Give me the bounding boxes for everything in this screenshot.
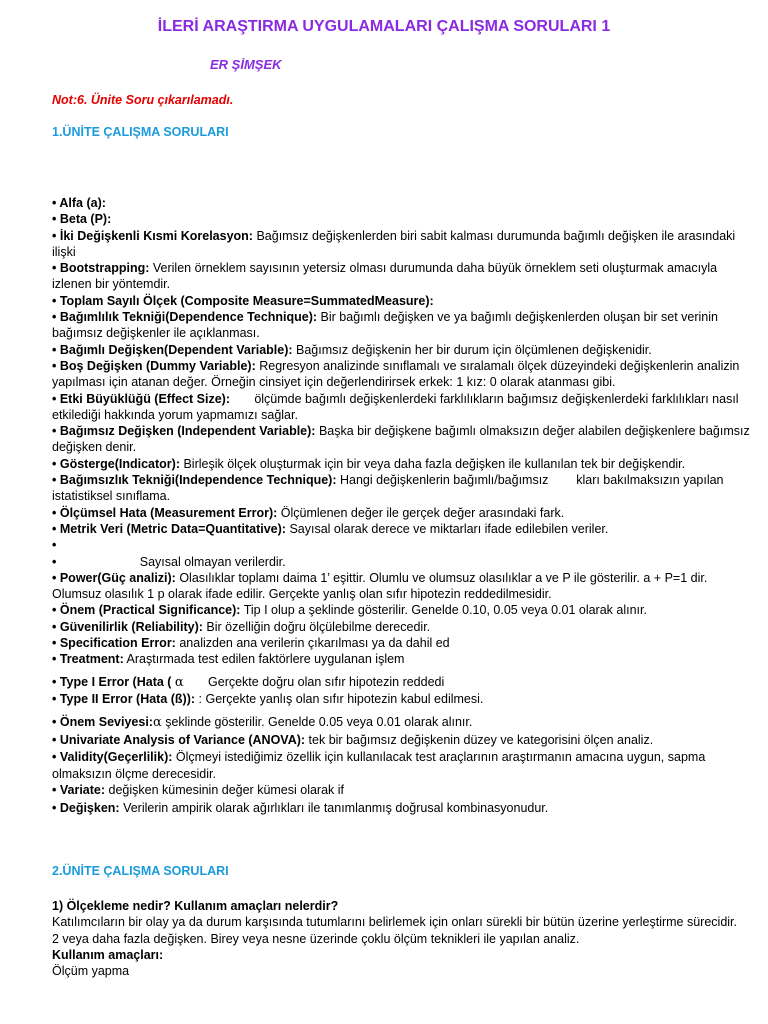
term-definition: Sayısal olarak derece ve miktarları ifade edilebilen veriler.: [285, 521, 609, 536]
term-item: [52, 749, 752, 783]
answer-2: 2 veya daha fazla değişken. Birey veya nesne üzerinde çoklu ölçüm teknikleri ile yapılan analiz.: [52, 931, 580, 946]
term-definition: Regresyon analizinde sınıflamalı ve sıralamalı ölçek düzeyindeki değişkenlerin analizin yapılması için atanan değer. Örneğin cinsiyet için değerlendirirsek erkek: 1 kız: 0 olarak atanması gibi.: [52, 358, 743, 390]
term-definition: tek bir bağımsız değişkenin düzey ve kategorisini ölçen analiz.: [305, 732, 654, 747]
term-definition: Hangi değişkenlerin bağımlı/bağımsız kları bakılmaksızın yapılan istatistiksel sınıflama.: [52, 473, 727, 504]
answer-1: Katılımcıların bir olay ya da durum karşısında tutumlarını belirlemek için onları sürekli bir bütün üzerine yerleştirme sürecidir.: [52, 915, 737, 930]
term-item: [52, 537, 752, 553]
term-definition: analizden ana verilerin çıkarılması ya da dahil ed: [175, 636, 450, 651]
term-definition: Verilen örneklem sayısının yetersiz olması durumunda daha büyük örneklem seti oluşturmak amacıyla izlenen bir yöntemdir.: [52, 261, 721, 292]
term-label: • Specification Error:: [52, 636, 176, 651]
term-item: [52, 293, 752, 309]
term-definition: Ölçümlenen değer ile gerçek değer arasındaki fark.: [277, 505, 565, 520]
term-definition: Birleşik ölçek oluşturmak için bir veya daha fazla değişken ile kullanılan tek bir değişkendir.: [180, 456, 686, 471]
term-item: [52, 423, 752, 456]
term-item: [52, 732, 752, 749]
term-label: • Toplam Sayılı Ölçek (Composite Measure=SummatedMeasure):: [52, 293, 434, 308]
term-item: [52, 714, 752, 731]
term-label: • Bağımlı Değişken(Dependent Variable):: [52, 342, 293, 357]
term-definition: değişken kümesinin değer kümesi olarak if: [105, 783, 345, 798]
term-item: [52, 211, 752, 227]
term-definition: Bir bağımlı değişken ve ya bağımlı değişkenlerden oluşan bir set verinin bağımsız değişkenler ile açıklanması.: [52, 310, 722, 341]
author-name: ER ŞİMŞEK: [210, 57, 282, 72]
term-label: • Boş Değişken (Dummy Variable):: [52, 358, 256, 373]
term-item: [52, 309, 752, 342]
term-definition: Bir özelliğin doğru ölçülebilme derecedir.: [202, 619, 431, 634]
term-label: • Metrik Veri (Metric Data=Quantitative):: [52, 521, 286, 536]
term-label: •: [52, 538, 57, 553]
term-label: • Ölçümsel Hata (Measurement Error):: [52, 505, 278, 520]
term-label: • Power(Güç analizi):: [52, 570, 176, 585]
term-definition: Araştırmada test edilen faktörlere uygulanan işlem: [123, 652, 405, 667]
term-label: • Gösterge(Indicator):: [52, 456, 180, 471]
term-item: [52, 602, 752, 618]
document-title: İLERİ ARAŞTIRMA UYGULAMALARI ÇALIŞMA SORULARI 1: [157, 18, 611, 35]
term-label: • Type I Error (Hata (: [52, 674, 175, 689]
term-definition: Olasılıklar toplamı daima 1’ eşittir. Olumlu ve olumsuz olasılıklar a ve P ile gösterilir. a + P=1 dir. Olumsuz olasılık 1 p olarak ifade edilir. Gerçekte yanlış olan sıfır hipotezin reddedilmesidir.: [52, 570, 711, 602]
term-item: [52, 570, 752, 603]
usage-item-1: Ölçüm yapma: [52, 964, 130, 979]
term-label: • Güvenilirlik (Reliability):: [52, 619, 203, 634]
term-definition: şeklinde gösterilir. Genelde 0.05 veya 0.01 olarak alınır.: [161, 715, 473, 730]
term-definition: Başka bir değişkene bağımlı olmaksızın değer alabilen değişkenlere bağımsız değişken denir.: [52, 424, 754, 455]
unit-2-content: [52, 898, 752, 979]
term-item: [52, 554, 752, 570]
term-item: [52, 358, 752, 391]
term-item: [52, 391, 752, 424]
term-item: [52, 800, 752, 817]
question-1: 1) Ölçekleme nedir? Kullanım amaçları nelerdir?: [52, 899, 339, 913]
term-item: [52, 619, 752, 635]
term-item: [52, 456, 752, 472]
term-item: [52, 260, 752, 293]
term-item: [52, 691, 752, 708]
alpha-symbol: α: [152, 715, 162, 731]
term-item: [52, 342, 752, 358]
term-label: • Univariate Analysis of Variance (ANOVA):: [52, 732, 306, 747]
term-label: • Bağımlılık Tekniği(Dependence Technique):: [52, 310, 318, 325]
term-definition: Verilerin ampirik olarak ağırlıkları ile tanımlanmış doğrusal kombinasyonudur.: [119, 800, 549, 815]
term-definition: Sayısal olmayan verilerdir.: [56, 554, 286, 569]
term-label: • Alfa (a):: [52, 196, 106, 210]
term-label: •: [52, 554, 57, 569]
alpha-symbol: α: [174, 674, 184, 690]
term-label: • Validity(Geçerlilik):: [52, 749, 173, 764]
term-label: • Önem (Practical Significance):: [52, 603, 241, 618]
term-label: • Etki Büyüklüğü (Effect Size):: [52, 391, 231, 406]
term-label: • İki Değişkenli Kısmi Korelasyon:: [52, 228, 253, 243]
term-item: [52, 228, 752, 261]
term-label: • Değişken:: [52, 800, 120, 815]
term-label: • Bağımsız Değişken (Independent Variable):: [52, 424, 316, 439]
term-label: • Treatment:: [52, 652, 124, 667]
term-label: • Bootstrapping:: [52, 261, 150, 276]
term-label: • Önem Seviyesi:: [52, 715, 153, 730]
term-item: [52, 505, 752, 521]
note-text: Not:6. Ünite Soru çıkarılamadı.: [52, 93, 234, 107]
term-definition: Gerçekte doğru olan sıfır hipotezin reddedi: [183, 674, 445, 689]
term-item: [52, 651, 752, 667]
term-definition: Bağımsız değişkenlerden biri sabit kalması durumunda bağımlı değişken ile arasındaki ilişki: [52, 228, 739, 259]
term-item: [52, 782, 752, 799]
term-definition: Bağımsız değişkenin her bir durum için ölçümlenen değişkenidir.: [292, 342, 652, 357]
term-list: [52, 195, 752, 817]
term-label: • Variate:: [52, 783, 106, 798]
term-item: [52, 521, 752, 537]
term-label: • Beta (P):: [52, 212, 112, 227]
term-definition: Tip I olup a şeklinde gösterilir. Genelde 0.10, 0.05 veya 0.01 olarak alınır.: [240, 603, 647, 618]
term-item: [52, 674, 752, 691]
term-item: [52, 195, 752, 211]
term-label: • Type II Error (Hata (ß)):: [52, 691, 196, 706]
term-definition: : Gerçekte yanlış olan sıfır hipotezin kabul edilmesi.: [195, 691, 484, 706]
term-item: [52, 635, 752, 651]
term-definition: Ölçmeyi istediğimiz özellik için kullanılacak test araçlarının araştırmanın amacına uygun, sapma olmaksızın ölçme derecesidir.: [52, 749, 709, 782]
usage-heading: Kullanım amaçları:: [52, 947, 164, 962]
section-title-unit-2: 2.ÜNİTE ÇALIŞMA SORULARI: [52, 864, 229, 878]
term-definition: ölçümde bağımlı değişkenlerdeki farklılıkların bağımsız değişkenlerdeki farklılıkları nasıl etkilediği hakkında yorum yapmamızı sağlar.: [52, 391, 743, 422]
term-item: [52, 472, 752, 505]
section-title-unit-1: 1.ÜNİTE ÇALIŞMA SORULARI: [52, 125, 229, 139]
term-label: • Bağımsızlık Tekniği(Independence Technique):: [52, 473, 337, 488]
